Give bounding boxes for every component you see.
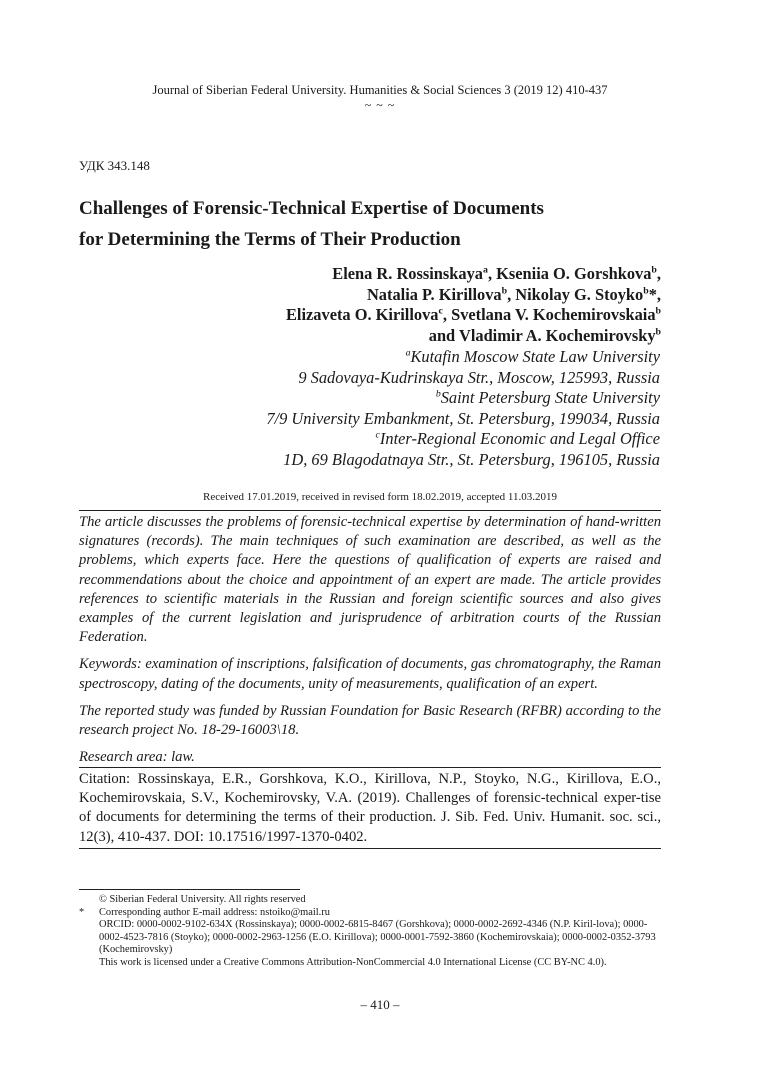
- author-sup: a: [483, 264, 488, 276]
- author-name: Kseniia O. Gorshkova: [496, 264, 652, 283]
- affiliation-address: 9 Sadovaya-Kudrinskaya Str., Moscow, 125993, Russia: [298, 367, 660, 387]
- author-sup: b: [643, 285, 649, 297]
- author-name: Svetlana V. Kochemirovskaia: [451, 305, 656, 324]
- affiliation-address: 1D, 69 Blagodatnaya Str., St. Petersburg, 196105, Russia: [283, 449, 660, 469]
- abstract-top-rule: [79, 510, 661, 511]
- affiliation-org: $^a$Kutafin Moscow State Law University: [405, 347, 660, 366]
- author-sup: b: [501, 285, 508, 297]
- author-name: Elizaveta O. Kirillova: [285, 305, 439, 324]
- abstract-block: [79, 513, 661, 775]
- author-line: Natalia P. Kirillova$^b$, Nikolay G. Stoyko$^b$*,: [366, 284, 661, 304]
- author-line: [286, 326, 661, 347]
- citation-bottom-rule: [79, 848, 661, 849]
- citation-top-rule: [79, 767, 661, 768]
- author-name: Nikolay G. Stoyko: [515, 284, 644, 304]
- footnote-orcid: ORCID: 0000-0002-9102-634X (Rossinskaya); 0000-0002-6815-8467 (Gorshkova); 0000-0002-2692-4346 (N.P. Kiril-lova); 0000-0002-4523-7816 (Stoyko); 0000-0002-2963-1256 (E.O. Kirillova); 0000-0001-7592-3860 (Kochemirovskaia); 0000-0002-0352-3793 (Kochemirovsky): [99, 919, 656, 956]
- author-sup: b: [655, 305, 661, 317]
- article-title: [79, 193, 639, 255]
- research-area: Research area: law.: [79, 749, 195, 766]
- footnotes: [79, 894, 663, 970]
- page-number: – 410 –: [360, 997, 400, 1012]
- affiliation-org: $^b$Saint Petersburg State University: [435, 388, 660, 407]
- footnote-rule: [79, 889, 300, 890]
- abstract-text: The article discusses the problems of forensic-technical expertise by determination of hand-written signatures (records). The main techniques of such examination are described, as well as the problems, which experts face. Here the questions of qualification of experts are raised and recommendations about the choice and appointment of an expert are made. The article provides references to scientific materials in the Russian and foreign scientific sources and also gives examples of the current legislation and jurisprudence of arbitration courts of the Russian Federation.: [79, 514, 661, 646]
- title-line-2: for Determining the Terms of Their Production: [79, 229, 461, 250]
- affiliations: [266, 347, 660, 470]
- footnote-corresponding: * Corresponding author E-mail address: nstoiko@mail.ru: [79, 906, 330, 918]
- received-dates: Received 17.01.2019, received in revised form 18.02.2019, accepted 11.03.2019: [203, 491, 557, 503]
- journal-header: Journal of Siberian Federal University. Humanities & Social Sciences 3 (2019 12) 410-437: [152, 83, 608, 97]
- author-line: Elena R. Rossinskaya$^a$, Kseniia O. Gorshkova$^b$,: [332, 264, 661, 283]
- title-line-1: Challenges of Forensic-Technical Expertise of Documents: [79, 198, 544, 219]
- author-sup: c: [438, 305, 443, 317]
- author-sup: b: [651, 264, 657, 276]
- author-sup: b: [655, 326, 661, 338]
- author-line: Elizaveta O. Kirillova$^c$, Svetlana V. Kochemirovskaia$^b$: [285, 305, 661, 324]
- author-name: and Vladimir A. Kochemirovsky: [428, 325, 656, 345]
- author-name: Natalia P. Kirillova: [366, 284, 502, 304]
- keywords: Keywords: examination of inscriptions, falsification of documents, gas chromatography, the Raman spectroscopy, dating of the documents, unity of measurements, qualification of an expert.: [79, 656, 661, 692]
- footnote-copyright: © Siberian Federal University. All rights reserved: [99, 894, 306, 905]
- author-list: [286, 264, 661, 346]
- footnote-license: This work is licensed under a Creative Commons Attribution-NonCommercial 4.0 International License (CC BY-NC 4.0).: [99, 956, 607, 968]
- udk-code: УДК 343.148: [79, 158, 150, 173]
- citation: Citation: Rossinskaya, E.R., Gorshkova, K.O., Kirillova, N.P., Stoyko, N.G., Kirillova, E.O., Kochemirovskaia, S.V., Kochemirovsky, V.A. (2019). Challenges of forensic-technical exper-tise of documents for determining the terms of their production. J. Sib. Fed. Univ. Humanit. soc. sci., 12(3), 410-437. DOI: 10.17516/1997-1370-0402.: [79, 771, 661, 845]
- affiliation-org: $^c$Inter-Regional Economic and Legal Office: [375, 429, 660, 448]
- affiliation-address: 7/9 University Embankment, St. Petersburg, 199034, Russia: [266, 408, 660, 428]
- header-separator: ~ ~ ~: [364, 98, 396, 112]
- funding-note: The reported study was funded by Russian Foundation for Basic Research (RFBR) according to the research project No. 18-29-16003\18.: [79, 702, 661, 739]
- author-name: Elena R. Rossinskaya: [332, 264, 484, 283]
